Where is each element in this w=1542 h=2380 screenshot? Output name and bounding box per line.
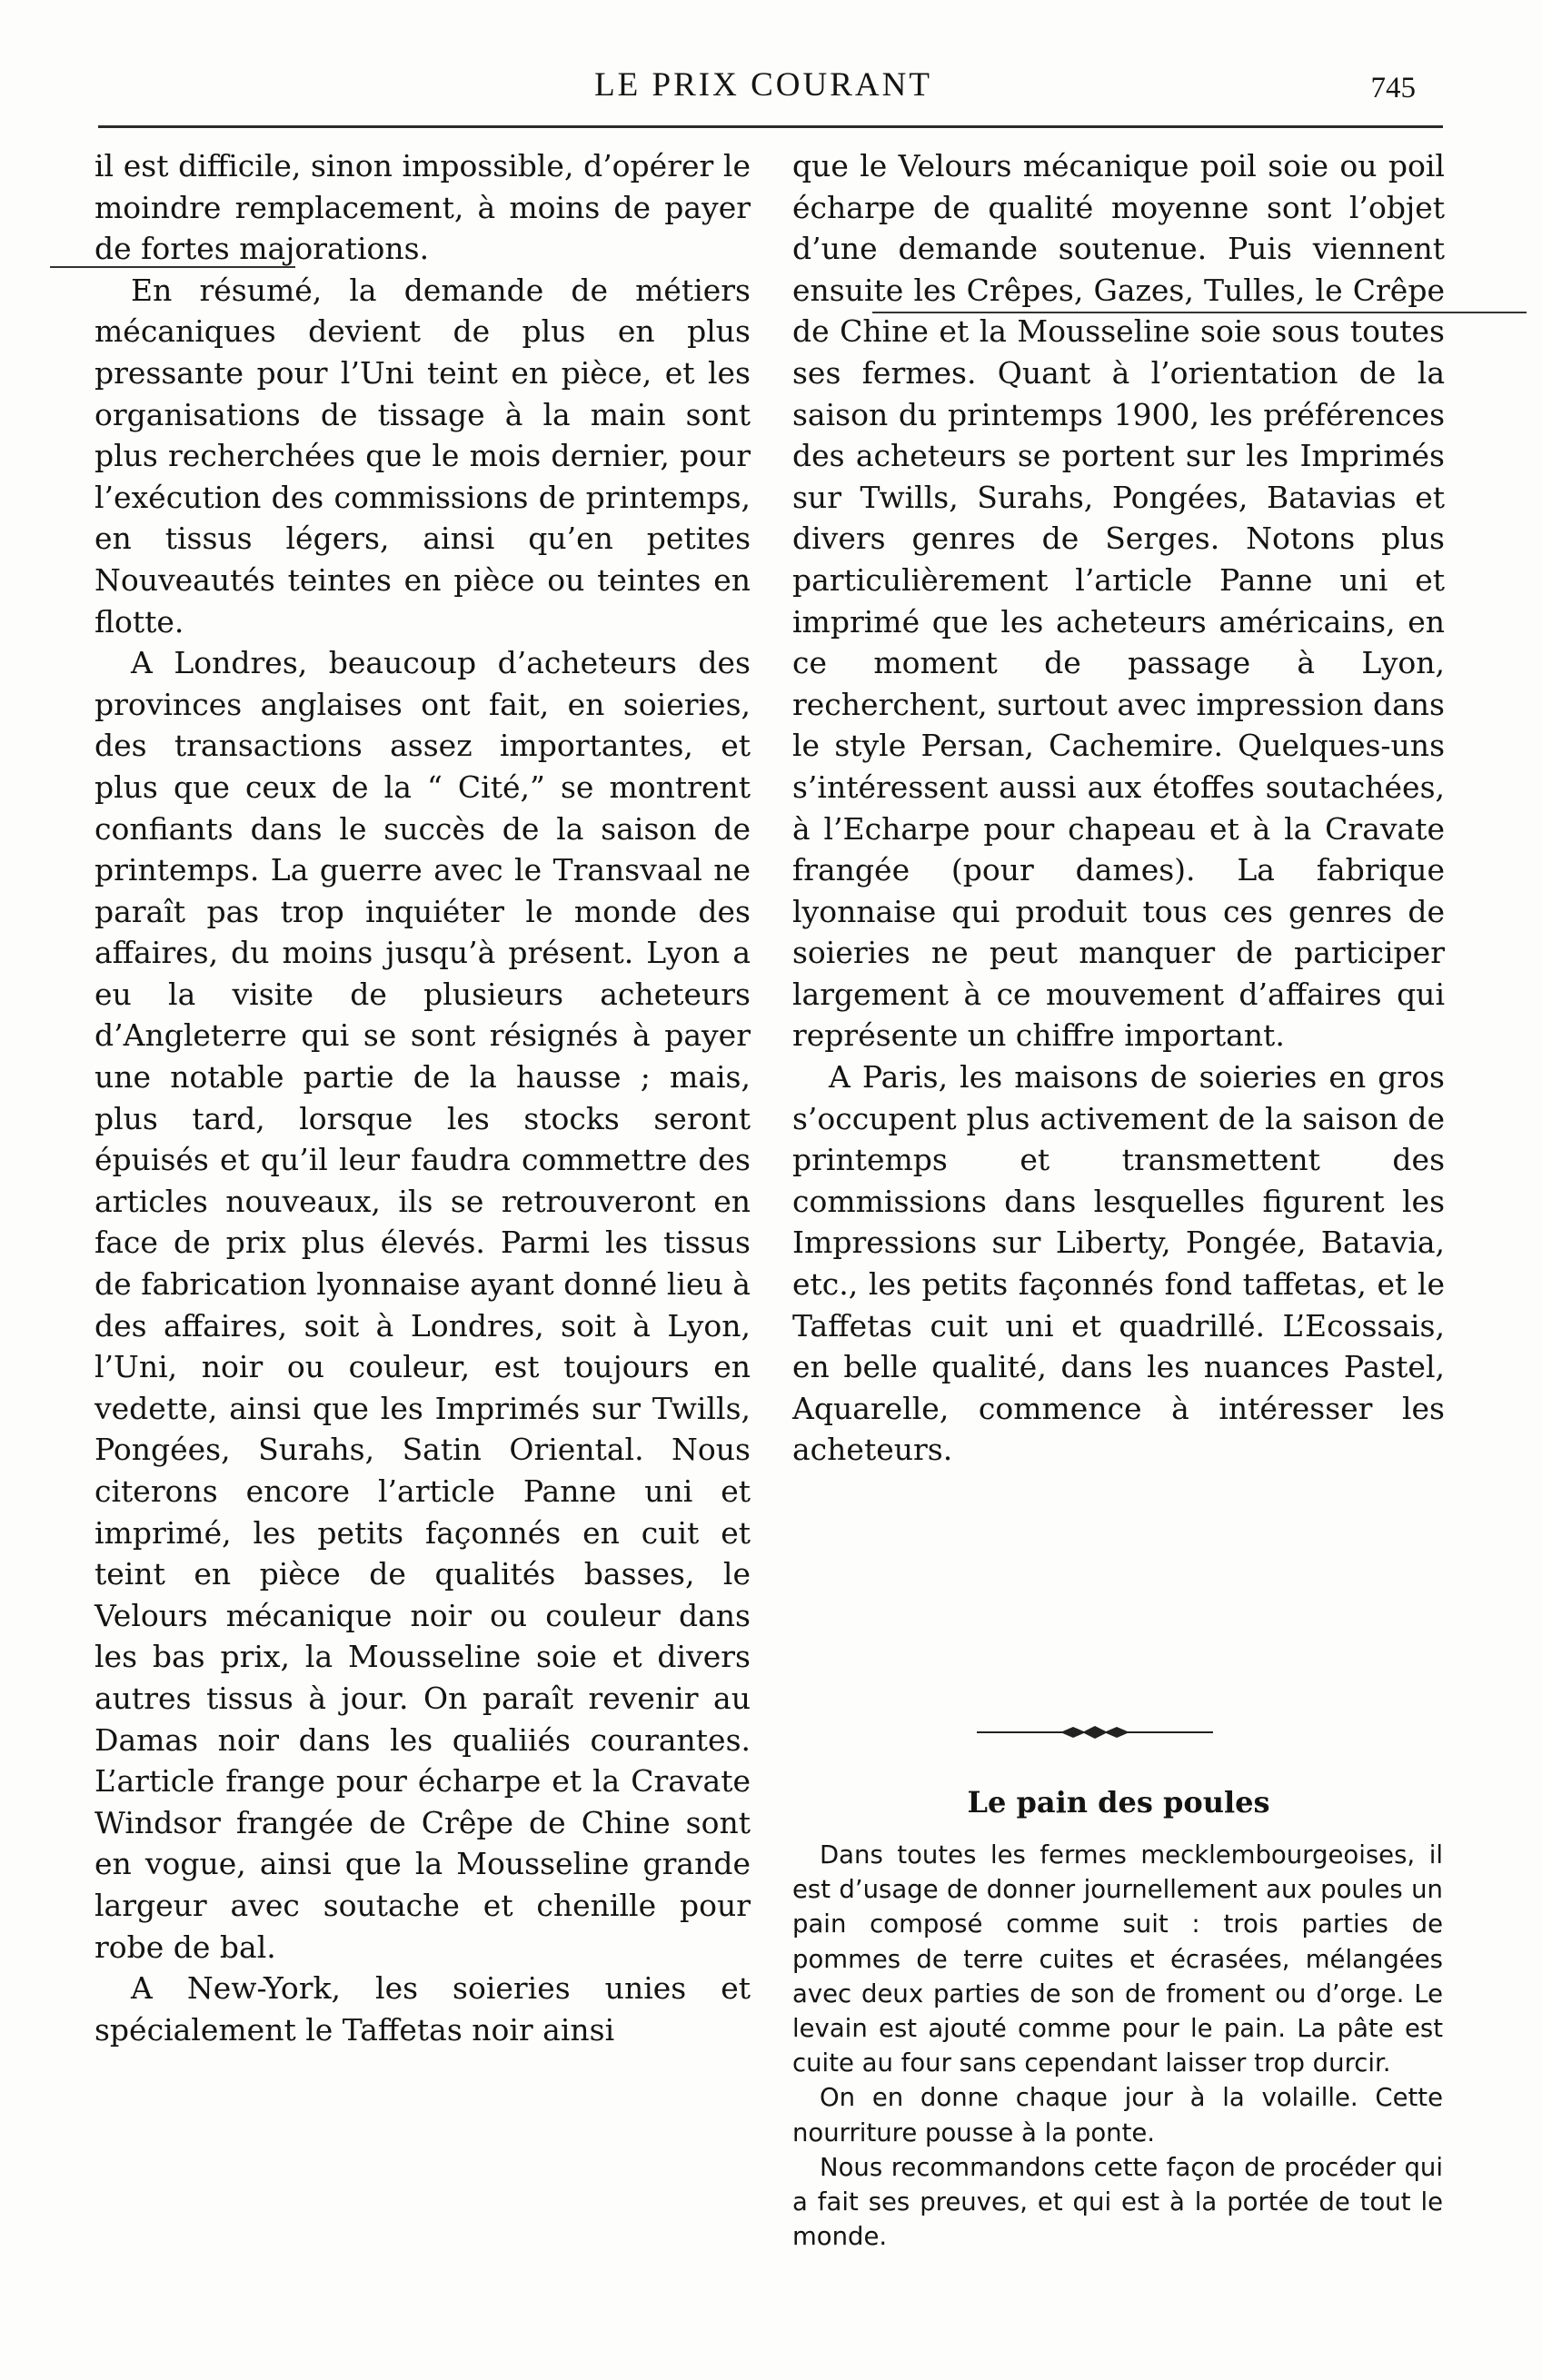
left-paragraph-2: En résumé, la demande de métiers mécaniques devient de plus en plus pressante pour l’Uni teint en pièce, et les organisations de tissage à la main sont plus recherchées que le mois dernier, pour l’exécution des commissions de printemps, en tissus légers, ainsi qu’en petites Nouveautés teintes en pièce ou teintes en flotte. (95, 272, 751, 640)
article-paragraph-2: On en donne chaque jour à la volaille. Cette nourriture pousse à la ponte. (792, 2083, 1443, 2147)
left-paragraph-3: A Londres, beaucoup d’acheteurs des provinces anglaises ont fait, en soieries, des transactions assez importantes, et plus que ceux de la “ Cité,” se montrent confiants dans le succès de la saison de printemps. La guerre avec le Transvaal ne paraît pas trop inquiéter le monde des affaires, du moins jusqu’à présent. Lyon a eu la visite de plusieurs acheteurs d’Angleterre qui se sont résignés à payer une notable partie de la hausse ; mais, plus tard, lorsque les stocks seront épuisés et qu’il leur faudra commettre des articles nouveaux, ils se retrouveront en face de prix plus élevés. Parmi les tissus de fabrication lyonnaise ayant donné lieu à des affaires, soit à Londres, soit à Lyon, l’Uni, noir ou couleur, est toujours en vedette, ainsi que les Imprimés sur Twills, Pongées, Surahs, Satin Oriental. Nous citerons encore l’article Panne uni et imprimé, les petits façonnés en cuit et teint en pièce de qualités basses, le Velours mécanique noir ou couleur dans les bas prix, la Mousseline soie et divers autres tissus à jour. On paraît revenir au Damas noir dans les qualiiés courantes. L’article frange pour écharpe et la Cravate Windsor frangée de Crêpe de Chine sont en vogue, ainsi que la Mousseline grande largeur avec soutache et chenille pour robe de bal. (95, 645, 751, 1965)
article-title: Le pain des poules (967, 1785, 1270, 1820)
article-paragraph-3: Nous recommandons cette façon de procéder qui a fait ses preuves, et qui est à la portée de tout le monde. (792, 2152, 1443, 2252)
running-title: LE PRIX COURANT (594, 66, 932, 104)
left-paragraph-4: A New-York, les soieries unies et spécialement le Taffetas noir ainsi (95, 1970, 751, 2048)
left-paragraph-1: il est difficile, sinon impossible, d’opérer le moindre remplacement, à moins de payer de fortes majorations. (95, 148, 751, 267)
article-body (792, 1838, 1443, 2254)
right-paragraph-2: A Paris, les maisons de soieries en gros s’occupent plus activement de la saison de printemps et transmettent des commissions dans lesquelles figurent les Impressions sur Liberty, Pongée, Batavia, etc., les petits façonnés fond taffetas, et le Taffetas cuit uni et quadrillé. L’Ecossais, en belle qualité, dans les nuances Pastel, Aquarelle, commence à intéresser les acheteurs. (792, 1059, 1445, 1468)
running-head (0, 64, 1542, 111)
article-paragraph-1: Dans toutes les fermes mecklembourgeoises, il est d’usage de donner journellement aux poules un pain composé comme suit : trois parties de pommes de terre cuites et écrasées, mélangées avec deux parties de son de froment ou d’orge. Le levain est ajouté comme pour le pain. La pâte est cuite au four sans cependant laisser trop durcir. (792, 1840, 1443, 2078)
header-rule (98, 125, 1443, 128)
section-divider-ornament (977, 1719, 1213, 1746)
page-number: 745 (1370, 72, 1416, 104)
right-column (792, 145, 1445, 1471)
left-column (95, 145, 751, 2050)
right-paragraph-1: que le Velours mécanique poil soie ou poil écharpe de qualité moyenne sont l’objet d’une demande soutenue. Puis viennent ensuite les Crêpes, Gazes, Tulles, le Crêpe de Chine et la Mousseline soie sous toutes ses fermes. Quant à l’orientation de la saison du printemps 1900, les préférences des acheteurs se portent sur les Imprimés sur Twills, Surahs, Pongées, Batavias et divers genres de Serges. Notons plus particulièrement l’article Panne uni et imprimé que les acheteurs américains, en ce moment de passage à Lyon, recherchent, surtout avec impression dans le style Persan, Cachemire. Quelques-uns s’intéressent aussi aux étoffes soutachées, à l’Echarpe pour chapeau et à la Cravate frangée (pour dames). La fabrique lyonnaise qui produit tous ces genres de soieries ne peut manquer de participer largement à ce mouvement d’affaires qui représente un chiffre important. (792, 148, 1445, 1054)
